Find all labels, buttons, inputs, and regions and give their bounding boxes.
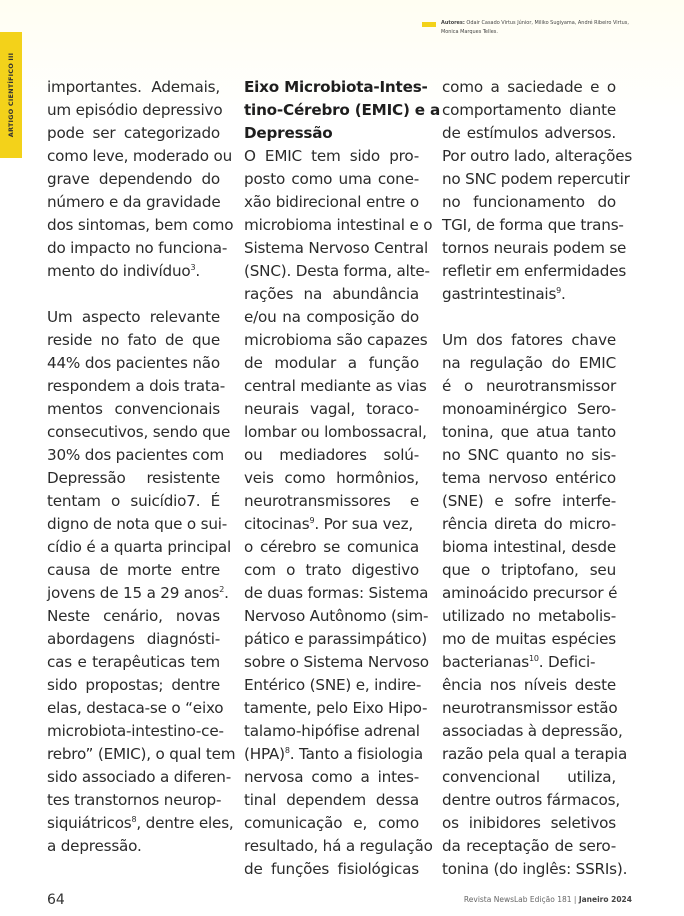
text-line [244, 536, 419, 559]
text-line-tail: . [561, 285, 566, 303]
text-line-content: Sistema Nervoso Central [244, 239, 428, 257]
text-line [244, 306, 419, 329]
text-line-tail: . [195, 262, 201, 280]
text-line [47, 628, 220, 651]
footer-publication-info [464, 895, 632, 904]
text-line-content: associadas à depressão, [442, 722, 623, 740]
text-line [47, 467, 220, 490]
text-line [244, 398, 419, 421]
text-line-content: bioma intestinal, desde [442, 538, 616, 556]
text-line-content: um episódio depressivo [47, 101, 223, 119]
text-line-content: O EMIC tem sido pro- [244, 147, 419, 165]
text-line [47, 375, 226, 398]
text-line-content: a depressão. [47, 837, 142, 855]
text-line [47, 421, 231, 444]
citation-superscript: 8 [131, 815, 137, 824]
text-line [47, 789, 220, 812]
text-line-content: importantes. Ademais, [47, 78, 220, 96]
text-line-content: tema nervoso entérico [442, 469, 616, 487]
text-line [47, 720, 224, 743]
text-line [47, 99, 223, 122]
text-line [442, 421, 616, 444]
text-line [244, 835, 433, 858]
text-line-content: pode ser categorizado [47, 124, 220, 142]
text-line-tail: , dentre eles, [136, 814, 234, 832]
text-line [442, 398, 616, 421]
text-line-content: os inibidores seletivos [442, 814, 616, 832]
text-line [442, 76, 616, 99]
text-line-content: mento do indivíduo [47, 262, 191, 280]
text-line-content: refletir em enfermidades [442, 262, 627, 280]
text-line [47, 145, 233, 168]
text-line [244, 582, 429, 605]
text-line-content: tes transtornos neurop- [47, 791, 222, 809]
text-line [244, 766, 419, 789]
text-line-content: aminoácido precursor é [442, 584, 618, 602]
text-line [442, 674, 616, 697]
text-line-content: nervosa como a intes- [244, 768, 419, 786]
text-line-content: número e da gravidade [47, 193, 221, 211]
text-line-content: no funcionamento do [442, 193, 616, 211]
text-line-content: tinal dependem dessa [244, 791, 419, 809]
citation-superscript: 3 [190, 263, 196, 272]
footer-date: Janeiro 2024 [578, 895, 632, 904]
text-line [442, 329, 616, 352]
text-line-content: utilizado no metabolis- [442, 607, 616, 625]
citation-superscript: 2 [219, 585, 225, 594]
text-line [47, 329, 220, 352]
text-line-content: Neste cenário, novas [47, 607, 220, 625]
text-line [442, 536, 616, 559]
text-line-content: neurais vagal, toraco- [244, 400, 419, 418]
text-line [244, 283, 419, 306]
text-line [244, 99, 441, 122]
text-line [244, 789, 419, 812]
text-line [442, 145, 633, 168]
text-line [244, 375, 427, 398]
text-line-content: como leve, moderado ou [47, 147, 233, 165]
text-line [442, 467, 616, 490]
text-line [244, 651, 429, 674]
text-line-content: Depressão [244, 124, 333, 142]
authors-line-2: Monica Marques Telles. [441, 29, 498, 35]
text-line-content: ou mediadores solú- [244, 446, 419, 464]
text-line [244, 76, 428, 99]
text-line-content: mentos convencionais [47, 400, 220, 418]
text-line [244, 444, 419, 467]
text-line [244, 260, 430, 283]
text-line-content: causa de morte entre [47, 561, 220, 579]
text-line [47, 743, 236, 766]
authors-line-1 [441, 20, 629, 27]
text-line [47, 812, 234, 835]
text-line [244, 490, 419, 513]
text-line [244, 674, 422, 697]
text-line-content: tornos neurais podem se [442, 239, 627, 257]
text-line-content: central mediante as vias [244, 377, 427, 395]
text-line [244, 720, 419, 743]
text-line-content: 44% dos pacientes não [47, 354, 220, 372]
text-line [442, 352, 616, 375]
text-line-content: pático e parassimpático) [244, 630, 427, 648]
text-line-content: comportamento diante [442, 101, 616, 119]
text-line [47, 490, 220, 513]
text-line-content: como a saciedade e o [442, 78, 616, 96]
text-line-content: rações na abundância [244, 285, 419, 303]
text-line [47, 559, 220, 582]
text-line-content: talamo-hipófise adrenal [244, 722, 420, 740]
text-line [442, 651, 616, 674]
text-line-content: rebro” (EMIC), o qual tem [47, 745, 236, 763]
text-line-content: microbioma intestinal e o [244, 216, 433, 234]
text-line-content: que o triptofano, seu [442, 561, 616, 579]
text-line-content: o cérebro se comunica [244, 538, 419, 556]
text-line-content: Depressão resistente [47, 469, 220, 487]
text-line-content: grave dependendo do [47, 170, 220, 188]
text-line [47, 835, 220, 858]
text-line [442, 858, 628, 881]
text-line [244, 145, 419, 168]
text-line-content: tentam o suicídio7. É [47, 492, 220, 510]
text-line-content: mo de muitas espécies [442, 630, 616, 648]
text-line-content: microbioma são capazes [244, 331, 428, 349]
text-line-content: microbiota-intestino-ce- [47, 722, 224, 740]
citation-superscript: 8 [284, 746, 290, 755]
text-line-content: razão pela qual a terapia [442, 745, 628, 763]
citation-superscript: 9 [556, 286, 562, 295]
text-line [442, 490, 616, 513]
text-line [47, 283, 220, 306]
text-line-content: neurotransmissores e [244, 492, 419, 510]
text-line [244, 697, 428, 720]
text-line [442, 214, 624, 237]
text-line [442, 260, 627, 283]
text-line-content: gastrintestinais [442, 285, 557, 303]
text-line-content: digno de nota que o sui- [47, 515, 228, 533]
authors-label: Autores: [441, 20, 465, 26]
text-line-content: com o trato digestivo [244, 561, 419, 579]
text-line [442, 582, 616, 605]
text-line-content: sobre o Sistema Nervoso [244, 653, 429, 671]
text-line-content: de funções fisiológicas [244, 860, 419, 878]
text-line [442, 444, 616, 467]
text-line-content: convencional utiliza, [442, 768, 616, 786]
text-line [244, 628, 427, 651]
text-line-tail: . Tanto a fisiologia [289, 745, 423, 763]
text-line-content: reside no fato de que [47, 331, 220, 349]
text-line-content: tonina, que atua tanto [442, 423, 616, 441]
text-line-content: 30% dos pacientes com [47, 446, 225, 464]
text-line-content: posto como uma cone- [244, 170, 419, 188]
text-line [244, 858, 419, 881]
text-line-content: tamente, pelo Eixo Hipo- [244, 699, 428, 717]
section-side-tab [0, 32, 22, 158]
authors-accent-mark [422, 22, 436, 27]
text-line [442, 513, 616, 536]
text-line [244, 743, 423, 766]
section-side-tab-label: ARTIGO CIENTÍFICO III [7, 52, 15, 138]
text-line-content: do impacto no funciona- [47, 239, 228, 257]
text-line-content: respondem a dois trata- [47, 377, 226, 395]
text-line-content: xão bidirecional entre o [244, 193, 419, 211]
text-line-content: Eixo Microbiota-Intes- [244, 78, 428, 96]
text-line [47, 352, 220, 375]
text-line-content: é o neurotransmissor [442, 377, 616, 395]
text-line-content: (SNE) e sofre interfe- [442, 492, 616, 510]
text-line-content: Nervoso Autônomo (sim- [244, 607, 429, 625]
text-line [442, 743, 628, 766]
text-line [244, 421, 427, 444]
authors-names-1: Odair Casado Virtus Júnior, Miliko Sugiyama, André Ribeiro Virtus, [466, 20, 629, 26]
text-line-content: (SNC). Desta forma, alte- [244, 262, 430, 280]
text-line [442, 835, 616, 858]
text-line [47, 306, 220, 329]
text-line [47, 168, 220, 191]
text-line [47, 76, 220, 99]
text-line [244, 352, 419, 375]
text-line [244, 168, 419, 191]
text-line-content: Um aspecto relevante [47, 308, 220, 326]
text-line [442, 168, 630, 191]
text-line-content: neurotransmissor estão [442, 699, 618, 717]
text-line-content: e/ou na composição do [244, 308, 419, 326]
text-line [244, 467, 419, 490]
text-line-content: rência direta do micro- [442, 515, 616, 533]
text-line-tail: . [224, 584, 229, 602]
text-line-content: cídio é a quarta principal [47, 538, 232, 556]
text-line-content: ência nos níveis deste [442, 676, 616, 694]
text-line [442, 766, 616, 789]
text-line-content: (HPA) [244, 745, 285, 763]
text-line-tail: . Defici- [538, 653, 596, 671]
text-line [47, 191, 220, 214]
text-line [442, 628, 616, 651]
text-line-content: Entérico (SNE) e, indire- [244, 676, 422, 694]
text-line-content: consecutivos, sendo que [47, 423, 231, 441]
text-line [47, 766, 231, 789]
text-line-tail: . Por sua vez, [314, 515, 413, 533]
text-line [442, 237, 627, 260]
text-line-content: sido associado a diferen- [47, 768, 231, 786]
text-line [47, 513, 228, 536]
citation-superscript: 9 [309, 516, 315, 525]
text-line-content: dos sintomas, bem como [47, 216, 234, 234]
text-line-content: tino-Cérebro (EMIC) e a [244, 101, 441, 119]
text-line [47, 582, 229, 605]
text-line [47, 214, 234, 237]
text-line [244, 191, 419, 214]
text-line [47, 651, 220, 674]
text-line [442, 122, 616, 145]
text-line [47, 237, 228, 260]
text-line [47, 697, 224, 720]
text-line [244, 605, 429, 628]
text-line-content: TGI, de forma que trans- [442, 216, 624, 234]
text-line [442, 559, 616, 582]
citation-superscript: 10 [529, 654, 539, 663]
text-line-content: cas e terapêuticas tem [47, 653, 220, 671]
page-number: 64 [47, 892, 65, 908]
text-line [442, 283, 616, 306]
text-line [244, 513, 419, 536]
text-line-content: de modular a função [244, 354, 419, 372]
text-line [442, 99, 616, 122]
text-line-content: de duas formas: Sistema [244, 584, 429, 602]
footer-magazine: Revista NewsLab Edição 181 | [463, 895, 577, 904]
text-line-content: tonina (do inglês: SSRIs). [442, 860, 628, 878]
text-line-content: veis como hormônios, [244, 469, 419, 487]
text-line-content: Um dos fatores chave [442, 331, 616, 349]
text-line-content: lombar ou lombossacral, [244, 423, 427, 441]
text-line-content: na regulação do EMIC [442, 354, 616, 372]
text-line [244, 329, 428, 352]
text-line [47, 536, 232, 559]
text-line [47, 260, 220, 283]
text-line [47, 444, 225, 467]
text-line-content: da receptação de sero- [442, 837, 616, 855]
text-line [442, 306, 616, 329]
text-line [442, 697, 616, 720]
text-line [47, 605, 220, 628]
text-line-content: monoaminérgico Sero- [442, 400, 616, 418]
text-line [47, 122, 220, 145]
text-line [244, 237, 428, 260]
text-line [244, 122, 419, 145]
text-line [47, 398, 220, 421]
text-line-content: no SNC quanto no sis- [442, 446, 616, 464]
text-line-content: Por outro lado, alterações [442, 147, 633, 165]
text-line-content: comunicação e, como [244, 814, 419, 832]
text-line-content: de estímulos adversos. [442, 124, 616, 142]
text-line [442, 720, 623, 743]
text-line [442, 375, 616, 398]
text-line [442, 812, 616, 835]
text-line-content: sido propostas; dentre [47, 676, 220, 694]
text-line-content: jovens de 15 a 29 anos [47, 584, 220, 602]
text-line-content: siquiátricos [47, 814, 132, 832]
text-line [47, 674, 220, 697]
text-line [442, 605, 616, 628]
text-line-content: dentre outros fármacos, [442, 791, 620, 809]
text-line [244, 214, 433, 237]
text-line [442, 789, 620, 812]
text-line [244, 812, 419, 835]
text-line [244, 559, 419, 582]
text-line [442, 191, 616, 214]
text-line-content: bacterianas [442, 653, 530, 671]
text-line-content: resultado, há a regulação [244, 837, 433, 855]
text-line-content: abordagens diagnósti- [47, 630, 220, 648]
text-line-content: elas, destaca-se o “eixo [47, 699, 224, 717]
text-line-content: citocinas [244, 515, 310, 533]
text-line-content: no SNC podem repercutir [442, 170, 630, 188]
